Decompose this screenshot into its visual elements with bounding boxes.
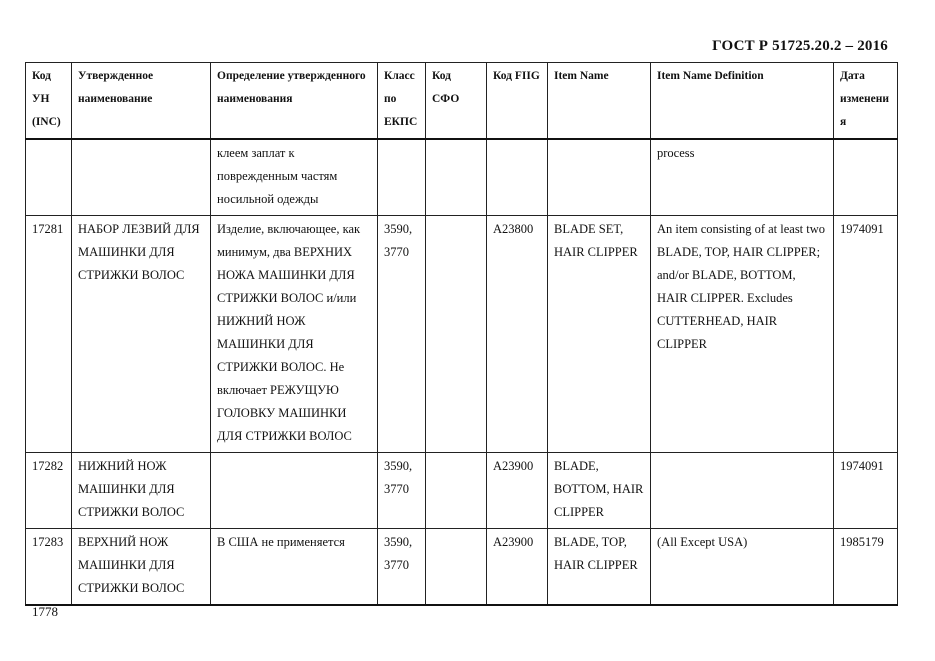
- cell-inc: 17282: [26, 453, 72, 529]
- cell-approved-name: НАБОР ЛЕЗВИЙ ДЛЯ МАШИНКИ ДЛЯ СТРИЖКИ ВОЛОС: [72, 216, 211, 453]
- cell-fiig: A23900: [487, 453, 548, 529]
- cell-item-definition: [651, 453, 834, 529]
- cell-item-name: BLADE, BOTTOM, HAIR CLIPPER: [548, 453, 651, 529]
- cell-change-date: 1974091: [834, 216, 898, 453]
- cell-fiig: A23800: [487, 216, 548, 453]
- cell-item-name: [548, 139, 651, 216]
- cell-sfo: [426, 529, 487, 606]
- cell-item-definition: process: [651, 139, 834, 216]
- cell-approved-name: ВЕРХНИЙ НОЖ МАШИНКИ ДЛЯ СТРИЖКИ ВОЛОС: [72, 529, 211, 606]
- cell-approved-name: [72, 139, 211, 216]
- col-header-inc: Код УН (INC): [26, 63, 72, 140]
- cell-item-name: BLADE, TOP, HAIR CLIPPER: [548, 529, 651, 606]
- cell-item-name: BLADE SET, HAIR CLIPPER: [548, 216, 651, 453]
- cell-class: 3590, 3770: [378, 216, 426, 453]
- table-row: [26, 216, 898, 453]
- cell-change-date: 1974091: [834, 453, 898, 529]
- table-row: [26, 453, 898, 529]
- col-header-sfo: Код СФО: [426, 63, 487, 140]
- cell-class: 3590, 3770: [378, 529, 426, 606]
- cell-sfo: [426, 216, 487, 453]
- cell-definition: В США не применяется: [211, 529, 378, 606]
- cell-change-date: [834, 139, 898, 216]
- cell-definition: клеем заплат к поврежденным частям носильной одежды: [211, 139, 378, 216]
- cell-inc: 17281: [26, 216, 72, 453]
- cell-sfo: [426, 139, 487, 216]
- col-header-item-name: Item Name: [548, 63, 651, 140]
- col-header-approved-name: Утвержденное наименование: [72, 63, 211, 140]
- cell-definition: [211, 453, 378, 529]
- col-header-class: Класс по ЕКПС: [378, 63, 426, 140]
- cell-fiig: [487, 139, 548, 216]
- cell-approved-name: НИЖНИЙ НОЖ МАШИНКИ ДЛЯ СТРИЖКИ ВОЛОС: [72, 453, 211, 529]
- col-header-change-date: Дата изменения: [834, 63, 898, 140]
- cell-item-definition: An item consisting of at least two BLADE, TOP, HAIR CLIPPER; and/or BLADE, BOTTOM, HAIR CLIPPER. Excludes CUTTERHEAD, HAIR CLIPPER: [651, 216, 834, 453]
- item-names-table: [25, 62, 898, 606]
- col-header-definition: Определение утвержденного наименования: [211, 63, 378, 140]
- table-header-row: [26, 63, 898, 140]
- cell-class: [378, 139, 426, 216]
- cell-inc: 17283: [26, 529, 72, 606]
- cell-item-definition: (All Except USA): [651, 529, 834, 606]
- col-header-item-definition: Item Name Definition: [651, 63, 834, 140]
- cell-inc: [26, 139, 72, 216]
- cell-fiig: A23900: [487, 529, 548, 606]
- cell-class: 3590, 3770: [378, 453, 426, 529]
- col-header-fiig: Код FIIG: [487, 63, 548, 140]
- cell-definition: Изделие, включающее, как минимум, два ВЕРХНИХ НОЖА МАШИНКИ ДЛЯ СТРИЖКИ ВОЛОС и/или НИЖНИЙ НОЖ МАШИНКИ ДЛЯ СТРИЖКИ ВОЛОС. Не включает РЕЖУЩУЮ ГОЛОВКУ МАШИНКИ ДЛЯ СТРИЖКИ ВОЛОС: [211, 216, 378, 453]
- table-row: [26, 139, 898, 216]
- document-standard-code: ГОСТ Р 51725.20.2 – 2016: [712, 38, 888, 54]
- cell-change-date: 1985179: [834, 529, 898, 606]
- table-row: [26, 529, 898, 606]
- page-number: 1778: [32, 604, 58, 619]
- cell-sfo: [426, 453, 487, 529]
